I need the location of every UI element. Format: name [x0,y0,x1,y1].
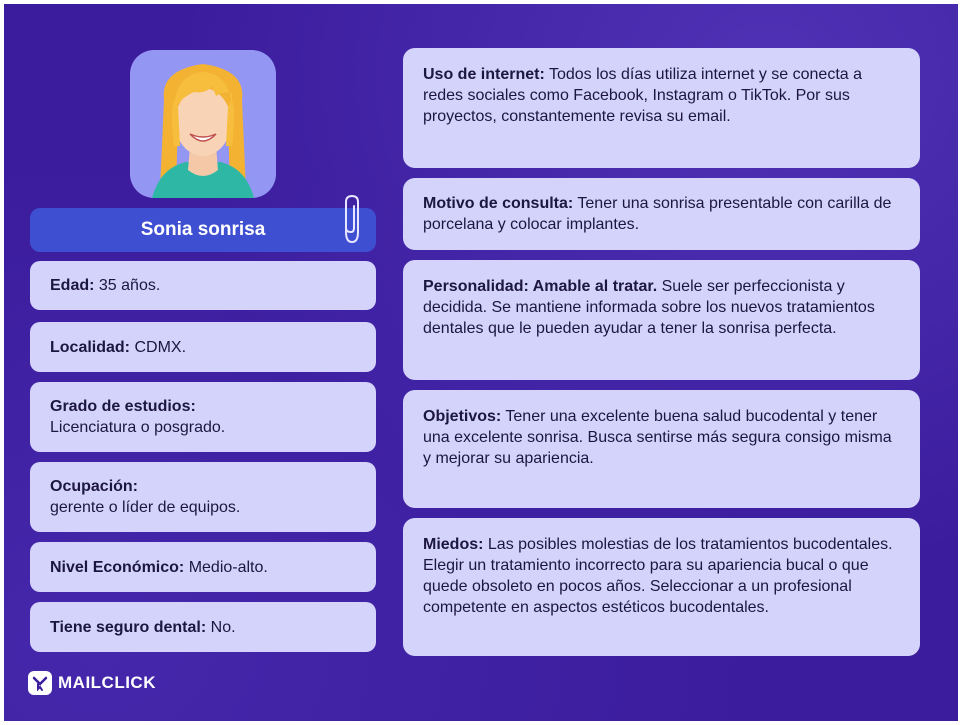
persona-card-canvas [4,4,958,721]
economic-level-card [30,542,376,592]
objectives-label: Objetivos: [423,408,502,425]
mailclick-logo-icon [28,671,52,695]
consultation-reason-label: Motivo de consulta: [423,195,574,212]
objectives-value: Tener una excelente buena salud bucodental y tener una excelente sonrisa. Busca sentirse más segura consigo misma y mejorar su apariencia. [423,408,892,467]
paperclip-icon [338,192,364,248]
occupation-value: gerente o líder de equipos. [50,499,241,516]
location-label: Localidad: [50,338,131,356]
avatar [130,50,276,198]
fears-card [403,518,920,656]
dental-insurance-card [30,602,376,652]
dental-insurance-label: Tiene seguro dental: [50,618,207,636]
logo-text: MAILCLICK [58,673,156,692]
economic-level-label: Nivel Económico: [50,558,185,576]
personality-label: Personalidad: Amable al tratar. [423,278,658,295]
dental-insurance-value: No. [206,618,236,636]
consultation-reason-card [403,178,920,250]
age-label: Edad: [50,277,95,294]
consultation-reason-value: Tener una sonrisa presentable con carilla de porcelana y colocar implantes. [423,195,892,233]
education-card [30,382,376,452]
location-card [30,322,376,372]
fears-label: Miedos: [423,536,484,553]
occupation-label: Ocupación: [50,478,139,495]
personality-value: Suele ser perfeccionista y decidida. Se mantiene informada sobre los nuevos tratamientos dentales que le pueden ayudar a tener la sonrisa perfecta. [423,278,875,337]
internet-use-card [403,48,920,168]
age-value: 35 años. [94,277,161,294]
internet-use-label: Uso de internet: [423,66,545,83]
location-value: CDMX. [130,338,187,356]
fears-value: Las posibles molestias de los tratamientos bucodentales. Elegir un tratamiento incorrecto para su apariencia bucal o que quede obsoleto en pocos años. Seleccionar a un profesional competente en aspectos estéticos bucodentales. [423,536,893,616]
objectives-card [403,390,920,508]
occupation-card [30,462,376,532]
education-label: Grado de estudios: [50,398,196,415]
persona-name: Sonia sonrisa [30,208,376,252]
mailclick-logo [28,671,156,695]
internet-use-value: Todos los días utiliza internet y se conecta a redes sociales como Facebook, Instagram o TikTok. Por sus proyectos, constantemente revisa su email. [423,66,863,125]
personality-card [403,260,920,380]
education-value: Licenciatura o posgrado. [50,419,226,436]
economic-level-value: Medio-alto. [184,558,268,576]
woman-portrait-illustration [130,50,276,198]
age-card [30,261,376,310]
